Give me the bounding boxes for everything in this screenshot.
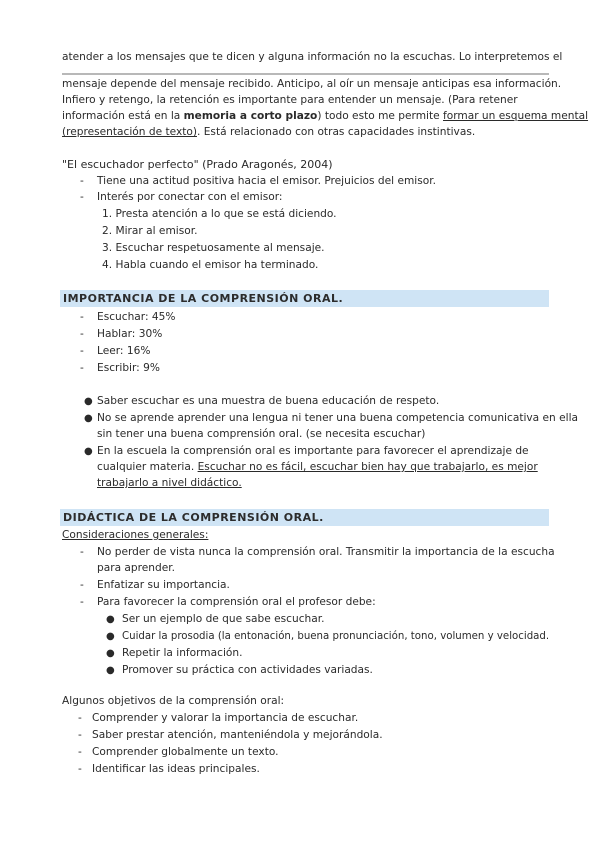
- para1-line1: mensaje depende del mensaje recibido. Anticipo, al oír un mensaje anticipas esa información.: [62, 78, 562, 90]
- objective-4: Identificar las ideas principales.: [92, 763, 260, 775]
- profesor-sub-2: Cuidar la prosodia (la entonación, buena pronunciación, tono, volumen y velocidad.: [122, 631, 550, 642]
- perfect-sub-3: 3. Escuchar respetuosamente al mensaje.: [102, 242, 325, 254]
- perfect-sub-1: 1. Presta atención a lo que se está diciendo.: [102, 208, 337, 220]
- dash-icon: -: [80, 191, 84, 203]
- dash-icon: -: [80, 596, 84, 608]
- dash-icon: -: [78, 746, 82, 758]
- objective-3: Comprender globalmente un texto.: [92, 746, 279, 758]
- dash-icon: -: [78, 763, 82, 775]
- dash-icon: -: [78, 729, 82, 741]
- para1-text: . Está relacionado con otras capacidades instintivas.: [197, 126, 476, 138]
- importance-bullet-3-line3: trabajarlo a nivel didáctico.: [97, 477, 242, 489]
- bullet-3-text: cualquier materia.: [97, 461, 198, 473]
- para1-text: ) todo esto me permite: [317, 110, 444, 122]
- bullet-icon: ●: [84, 446, 93, 457]
- esquema-mental: formar un esquema mental: [443, 110, 589, 122]
- objectives-title: Algunos objetivos de la comprensión oral:: [62, 695, 285, 707]
- bullet-icon: ●: [106, 631, 115, 642]
- perfect-item-1: Tiene una actitud positiva hacia el emisor. Prejuicios del emisor.: [97, 175, 436, 187]
- bullet-icon: ●: [84, 396, 93, 407]
- objective-1: Comprender y valorar la importancia de escuchar.: [92, 712, 359, 724]
- didactica-item-1-line2: para aprender.: [97, 562, 175, 574]
- representacion-texto: (representación de texto): [62, 126, 197, 138]
- dash-icon: -: [80, 345, 84, 357]
- profesor-sub-1: Ser un ejemplo de que sabe escuchar.: [122, 613, 325, 625]
- divider-line: [62, 73, 549, 75]
- dash-icon: -: [80, 175, 84, 187]
- para1-text: información está en la: [62, 110, 184, 122]
- perfect-sub-4: 4. Habla cuando el emisor ha terminado.: [102, 259, 319, 271]
- didactica-item-1-line1: No perder de vista nunca la comprensión oral. Transmitir la importancia de la escucha: [97, 546, 555, 558]
- para1-line3: [62, 109, 588, 124]
- bullet-icon: ●: [106, 648, 115, 659]
- importance-bullet-3-line2: [97, 460, 538, 475]
- stat-escribir: Escribir: 9%: [97, 362, 160, 374]
- stat-escuchar: Escuchar: 45%: [97, 311, 176, 323]
- para1-line2: Infiero y retengo, la retención es importante para entender un mensaje. (Para retener: [62, 94, 518, 106]
- escuchar-no-facil: Escuchar no es fácil, escuchar bien hay que trabajarlo, es mejor: [197, 461, 538, 473]
- importance-bullet-3-line1: En la escuela la comprensión oral es importante para favorecer el aprendizaje de: [97, 445, 529, 457]
- importance-bullet-2-line1: No se aprende aprender una lengua ni tener una buena competencia comunicativa en ella: [97, 412, 579, 424]
- top-text: atender a los mensajes que te dicen y alguna información no la escuchas. Lo interpretemos el: [62, 51, 563, 63]
- bullet-icon: ●: [84, 413, 93, 424]
- section-heading-importancia: IMPORTANCIA DE LA COMPRENSIÓN ORAL.: [60, 290, 549, 307]
- bullet-icon: ●: [106, 614, 115, 625]
- memoria-corto-plazo: memoria a corto plazo: [183, 110, 318, 122]
- profesor-sub-4: Promover su práctica con actividades variadas.: [122, 664, 373, 676]
- profesor-sub-3: Repetir la información.: [122, 647, 243, 659]
- importance-bullet-1: Saber escuchar es una muestra de buena educación de respeto.: [97, 395, 440, 407]
- stat-hablar: Hablar: 30%: [97, 328, 163, 340]
- bullet-icon: ●: [106, 665, 115, 676]
- dash-icon: -: [80, 362, 84, 374]
- dash-icon: -: [80, 311, 84, 323]
- importance-bullet-2-line2: sin tener una buena comprensión oral. (se necesita escuchar): [97, 428, 426, 440]
- objective-2: Saber prestar atención, manteniéndola y mejorándola.: [92, 729, 383, 741]
- consideraciones-title: Consideraciones generales:: [62, 529, 209, 541]
- didactica-item-2: Enfatizar su importancia.: [97, 579, 230, 591]
- dash-icon: -: [80, 579, 84, 591]
- perfect-sub-2: 2. Mirar al emisor.: [102, 225, 198, 237]
- dash-icon: -: [80, 546, 84, 558]
- stat-leer: Leer: 16%: [97, 345, 151, 357]
- dash-icon: -: [80, 328, 84, 340]
- perfect-item-2: Interés por conectar con el emisor:: [97, 191, 283, 203]
- didactica-item-3: Para favorecer la comprensión oral el profesor debe:: [97, 596, 376, 608]
- perfect-title: "El escuchador perfecto" (Prado Aragonés, 2004): [62, 158, 333, 171]
- section-heading-didactica: DIDÁCTICA DE LA COMPRENSIÓN ORAL.: [60, 509, 549, 526]
- para1-line4: [62, 125, 475, 140]
- dash-icon: -: [78, 712, 82, 724]
